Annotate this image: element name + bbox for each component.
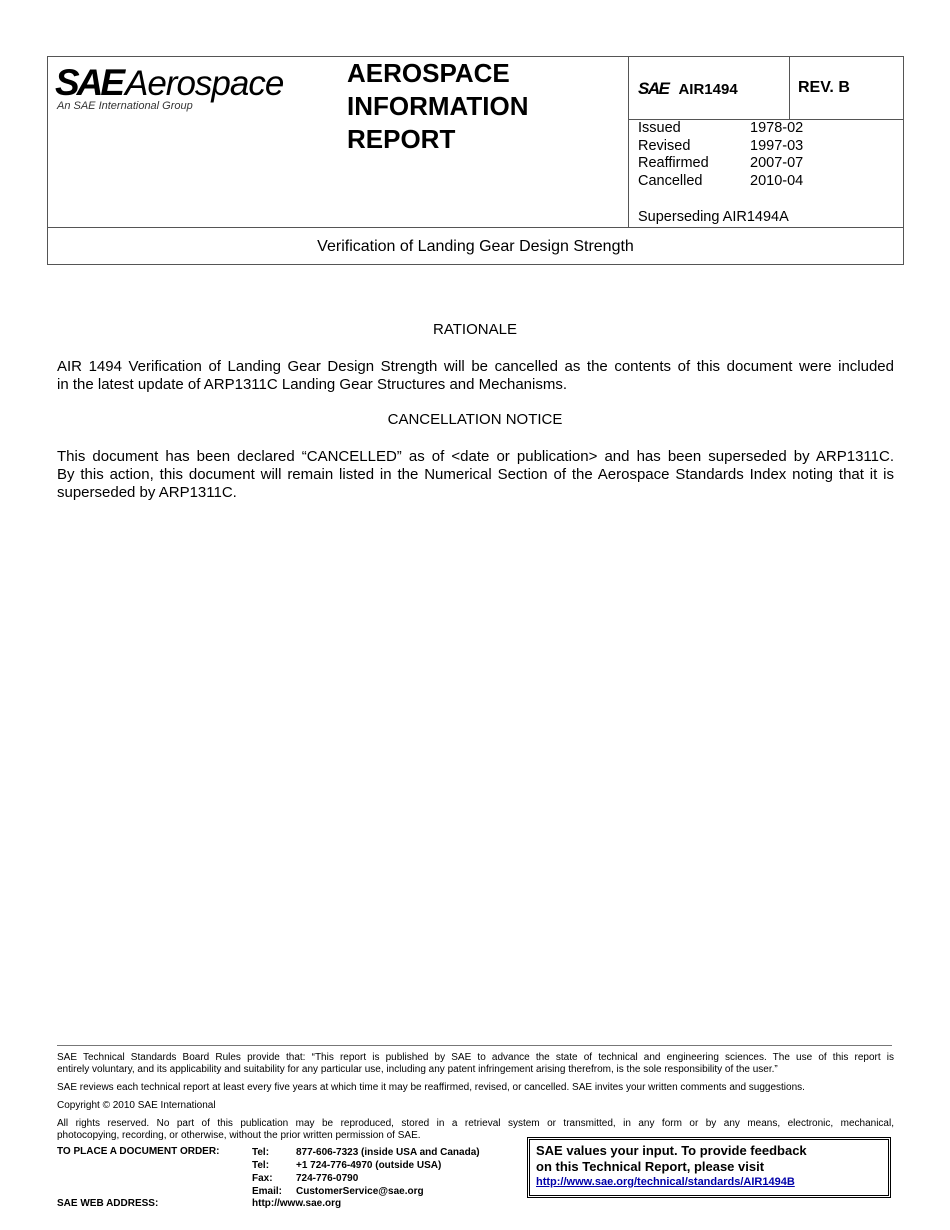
- web-address-label: SAE WEB ADDRESS:: [57, 1198, 159, 1209]
- header-divider: [628, 57, 629, 227]
- cancellation-paragraph: [57, 448, 894, 502]
- superseding-note: Superseding AIR1494A: [638, 209, 789, 225]
- copyright: Copyright © 2010 SAE International: [57, 1100, 216, 1111]
- header-divider: [789, 57, 790, 119]
- date-row: [638, 155, 803, 173]
- document-type-line: AEROSPACE: [347, 58, 510, 88]
- paragraph-line: This document has been declared “CANCELLED” as of <date or publication> and has been superseded by ARP1311C.: [57, 448, 894, 465]
- logo-name: Aerospace: [125, 64, 284, 103]
- document-header: [47, 56, 904, 265]
- contact-value: 877-606-7323 (inside USA and Canada): [296, 1147, 480, 1158]
- revision-label: REV. B: [798, 79, 850, 96]
- document-type-line: REPORT: [347, 124, 456, 154]
- date-value: 2007-07: [750, 155, 804, 172]
- sae-aerospace-logo: [55, 62, 295, 117]
- cancellation-heading: CANCELLATION NOTICE: [387, 411, 563, 428]
- contact-row: [252, 1146, 480, 1159]
- feedback-link[interactable]: http://www.sae.org/technical/standards/AIR1494B: [536, 1176, 795, 1188]
- rationale-heading: RATIONALE: [433, 321, 517, 338]
- logo-brand: SAE: [55, 62, 123, 103]
- logo-subtitle: An SAE International Group: [57, 100, 193, 112]
- footer-line: entirely voluntary, and its applicability and suitability for any particular use, including any patent infringement arising therefrom, is the sole responsibility of the user.”: [57, 1063, 778, 1075]
- footer-divider: [57, 1045, 892, 1046]
- contact-row: [252, 1185, 480, 1198]
- date-label: Cancelled: [638, 172, 703, 189]
- review-notice: SAE reviews each technical report at least every five years at which time it may be reaffirmed, revised, or cancelled. SAE invites your written comments and suggestions.: [57, 1082, 805, 1093]
- contact-key: Tel:: [252, 1147, 270, 1158]
- date-label: Revised: [638, 137, 691, 154]
- feedback-text: SAE values your input. To provide feedback: [536, 1143, 807, 1158]
- date-value: 1997-03: [750, 137, 804, 154]
- document-number: AIR1494: [678, 80, 738, 98]
- web-address-link[interactable]: http://www.sae.org: [252, 1198, 342, 1209]
- date-row: [638, 120, 803, 138]
- contact-value: 724-776-0790: [296, 1173, 359, 1184]
- footer-line: SAE Technical Standards Board Rules provide that: “This report is published by SAE to advance the state of technical and engineering sciences. The use of this report is: [57, 1052, 894, 1063]
- paragraph-line: superseded by ARP1311C.: [57, 484, 237, 501]
- date-row: [638, 173, 803, 191]
- date-value: 2010-04: [750, 172, 804, 189]
- date-row: [638, 138, 803, 156]
- contact-key: Email:: [252, 1186, 283, 1197]
- standards-board-rules: [57, 1052, 894, 1075]
- contact-row: [252, 1159, 480, 1172]
- contact-key: Tel:: [252, 1160, 270, 1171]
- date-value: 1978-02: [750, 120, 804, 136]
- contact-list: [252, 1146, 480, 1198]
- document-type: [347, 57, 529, 156]
- date-label: Reaffirmed: [638, 155, 709, 172]
- contact-value: +1 724-776-4970 (outside USA): [296, 1160, 442, 1171]
- sae-mini-logo: SAE: [638, 79, 669, 98]
- paragraph-line: in the latest update of ARP1311C Landing Gear Structures and Mechanisms.: [57, 376, 568, 393]
- feedback-box: [527, 1137, 891, 1198]
- footer-line: photocopying, recording, or otherwise, without the prior written permission of SAE.: [57, 1129, 421, 1141]
- document-id: [638, 79, 738, 99]
- feedback-text: on this Technical Report, please visit: [536, 1159, 765, 1174]
- footer-line: All rights reserved. No part of this publication may be reproduced, stored in a retrieval system or transmitted, in any form or by any means, electronic, mechanical,: [57, 1118, 894, 1129]
- document-title: Verification of Landing Gear Design Strength: [317, 237, 634, 255]
- paragraph-line: AIR 1494 Verification of Landing Gear Design Strength will be cancelled as the contents of this document were included: [57, 358, 894, 375]
- contact-row: [252, 1172, 480, 1185]
- document-type-line: INFORMATION: [347, 91, 529, 121]
- contact-key: Fax:: [252, 1173, 273, 1184]
- date-label: Issued: [638, 120, 681, 136]
- date-history: [638, 120, 803, 190]
- paragraph-line: By this action, this document will remain listed in the Numerical Section of the Aerospace Standards Index noting that it is: [57, 466, 894, 483]
- rationale-paragraph: [57, 358, 894, 394]
- order-label: TO PLACE A DOCUMENT ORDER:: [57, 1146, 220, 1157]
- contact-email[interactable]: CustomerService@sae.org: [296, 1186, 424, 1197]
